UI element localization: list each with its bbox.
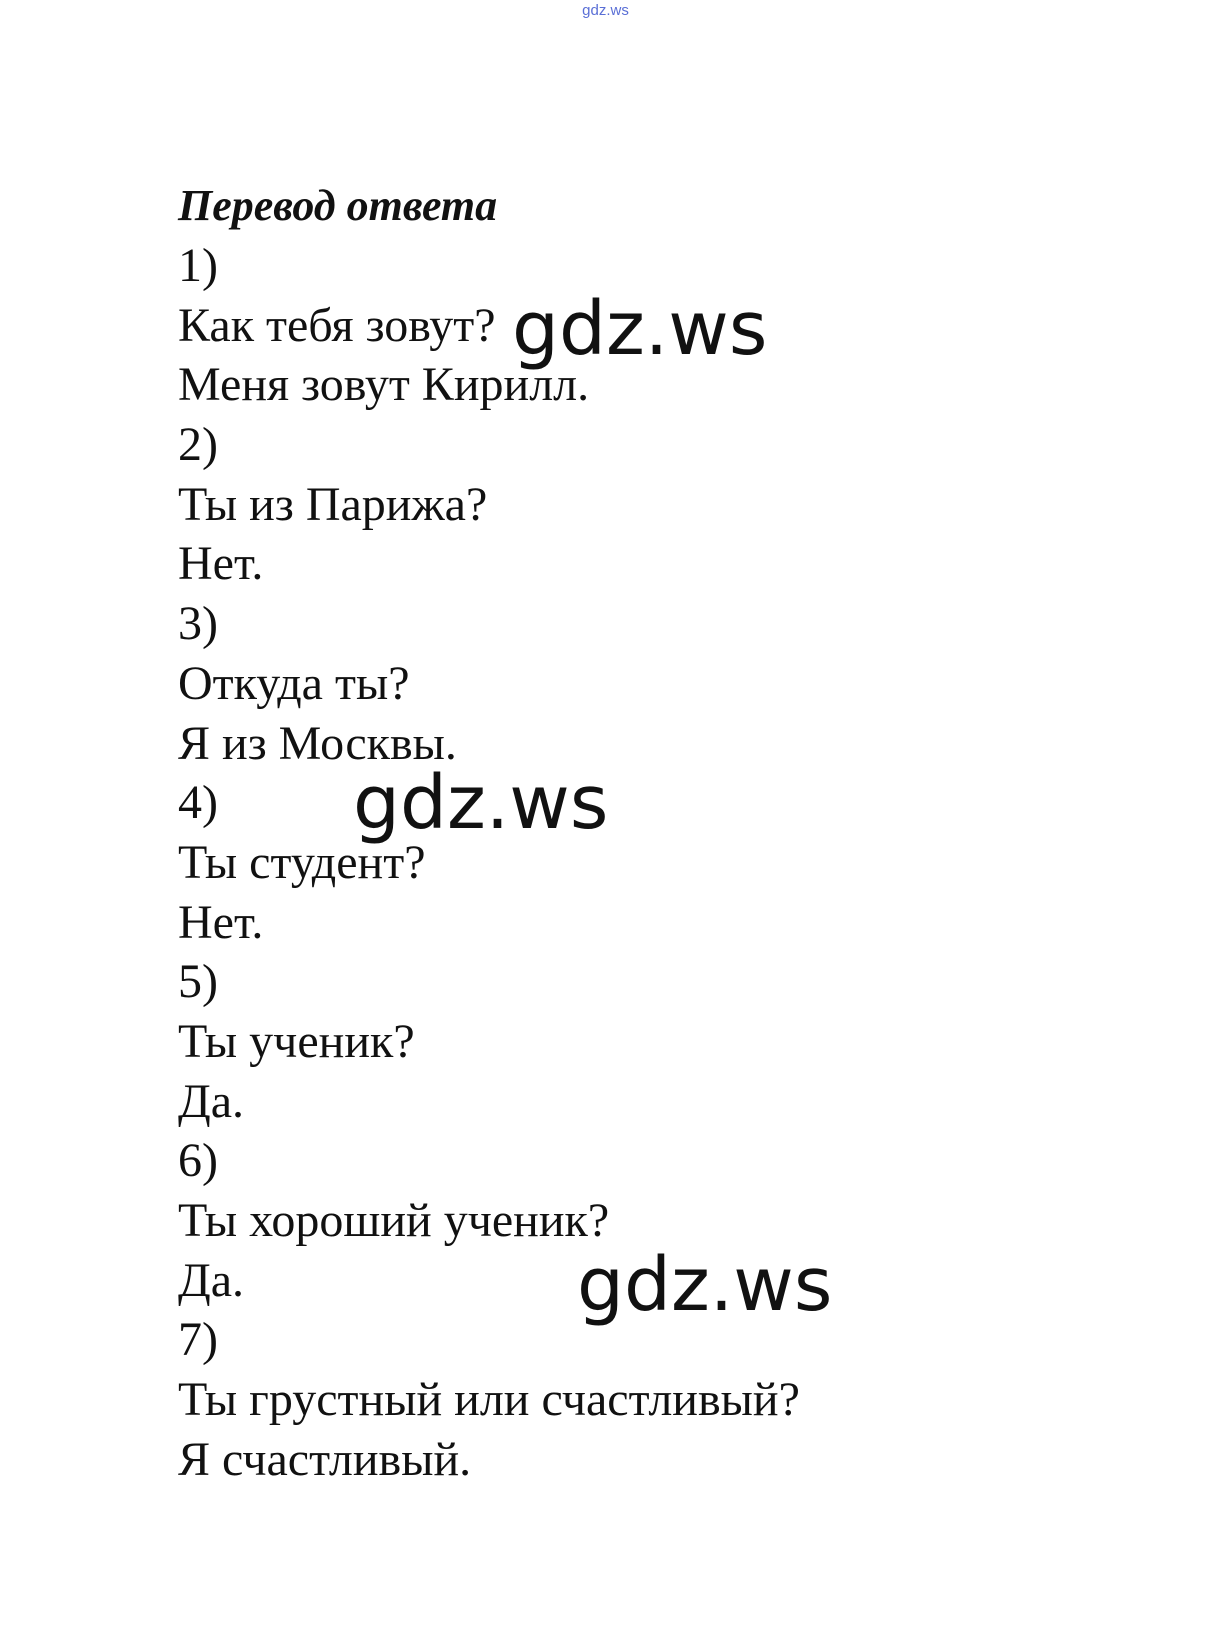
item-answer: Я из Москвы. [178,716,457,770]
item-answer: Да. [178,1253,245,1307]
item-question: Ты студент? [178,835,426,889]
item-number: 4) [178,776,218,830]
item-number: 7) [178,1313,218,1367]
item-answer: Меня зовут Кирилл. [178,358,590,412]
site-watermark-top: gdz.ws [582,2,629,19]
item-number: 3) [178,597,218,651]
item-question: Ты хороший ученик? [178,1194,610,1247]
item-answer: Нет. [178,895,264,949]
item-answer: Нет. [178,537,264,591]
watermark-text: gdz.ws [577,1242,833,1328]
item-question: Откуда ты? [178,656,410,710]
item-number: 6) [178,1134,218,1188]
item-question: Ты из Парижа? [178,477,488,531]
watermark-text: gdz.ws [512,286,768,372]
item-question: Ты ученик? [178,1014,415,1068]
item-answer: Я счастливый. [178,1432,472,1486]
item-number: 5) [178,955,218,1009]
item-answer: Да. [178,1074,245,1128]
item-question: Как тебя зовут? [178,298,496,352]
item-number: 2) [178,418,218,472]
watermark-text: gdz.ws [353,760,609,846]
document-heading: Перевод ответа [178,181,498,230]
item-number: 1) [178,239,218,292]
item-question: Ты грустный или счастливый? [178,1373,800,1427]
